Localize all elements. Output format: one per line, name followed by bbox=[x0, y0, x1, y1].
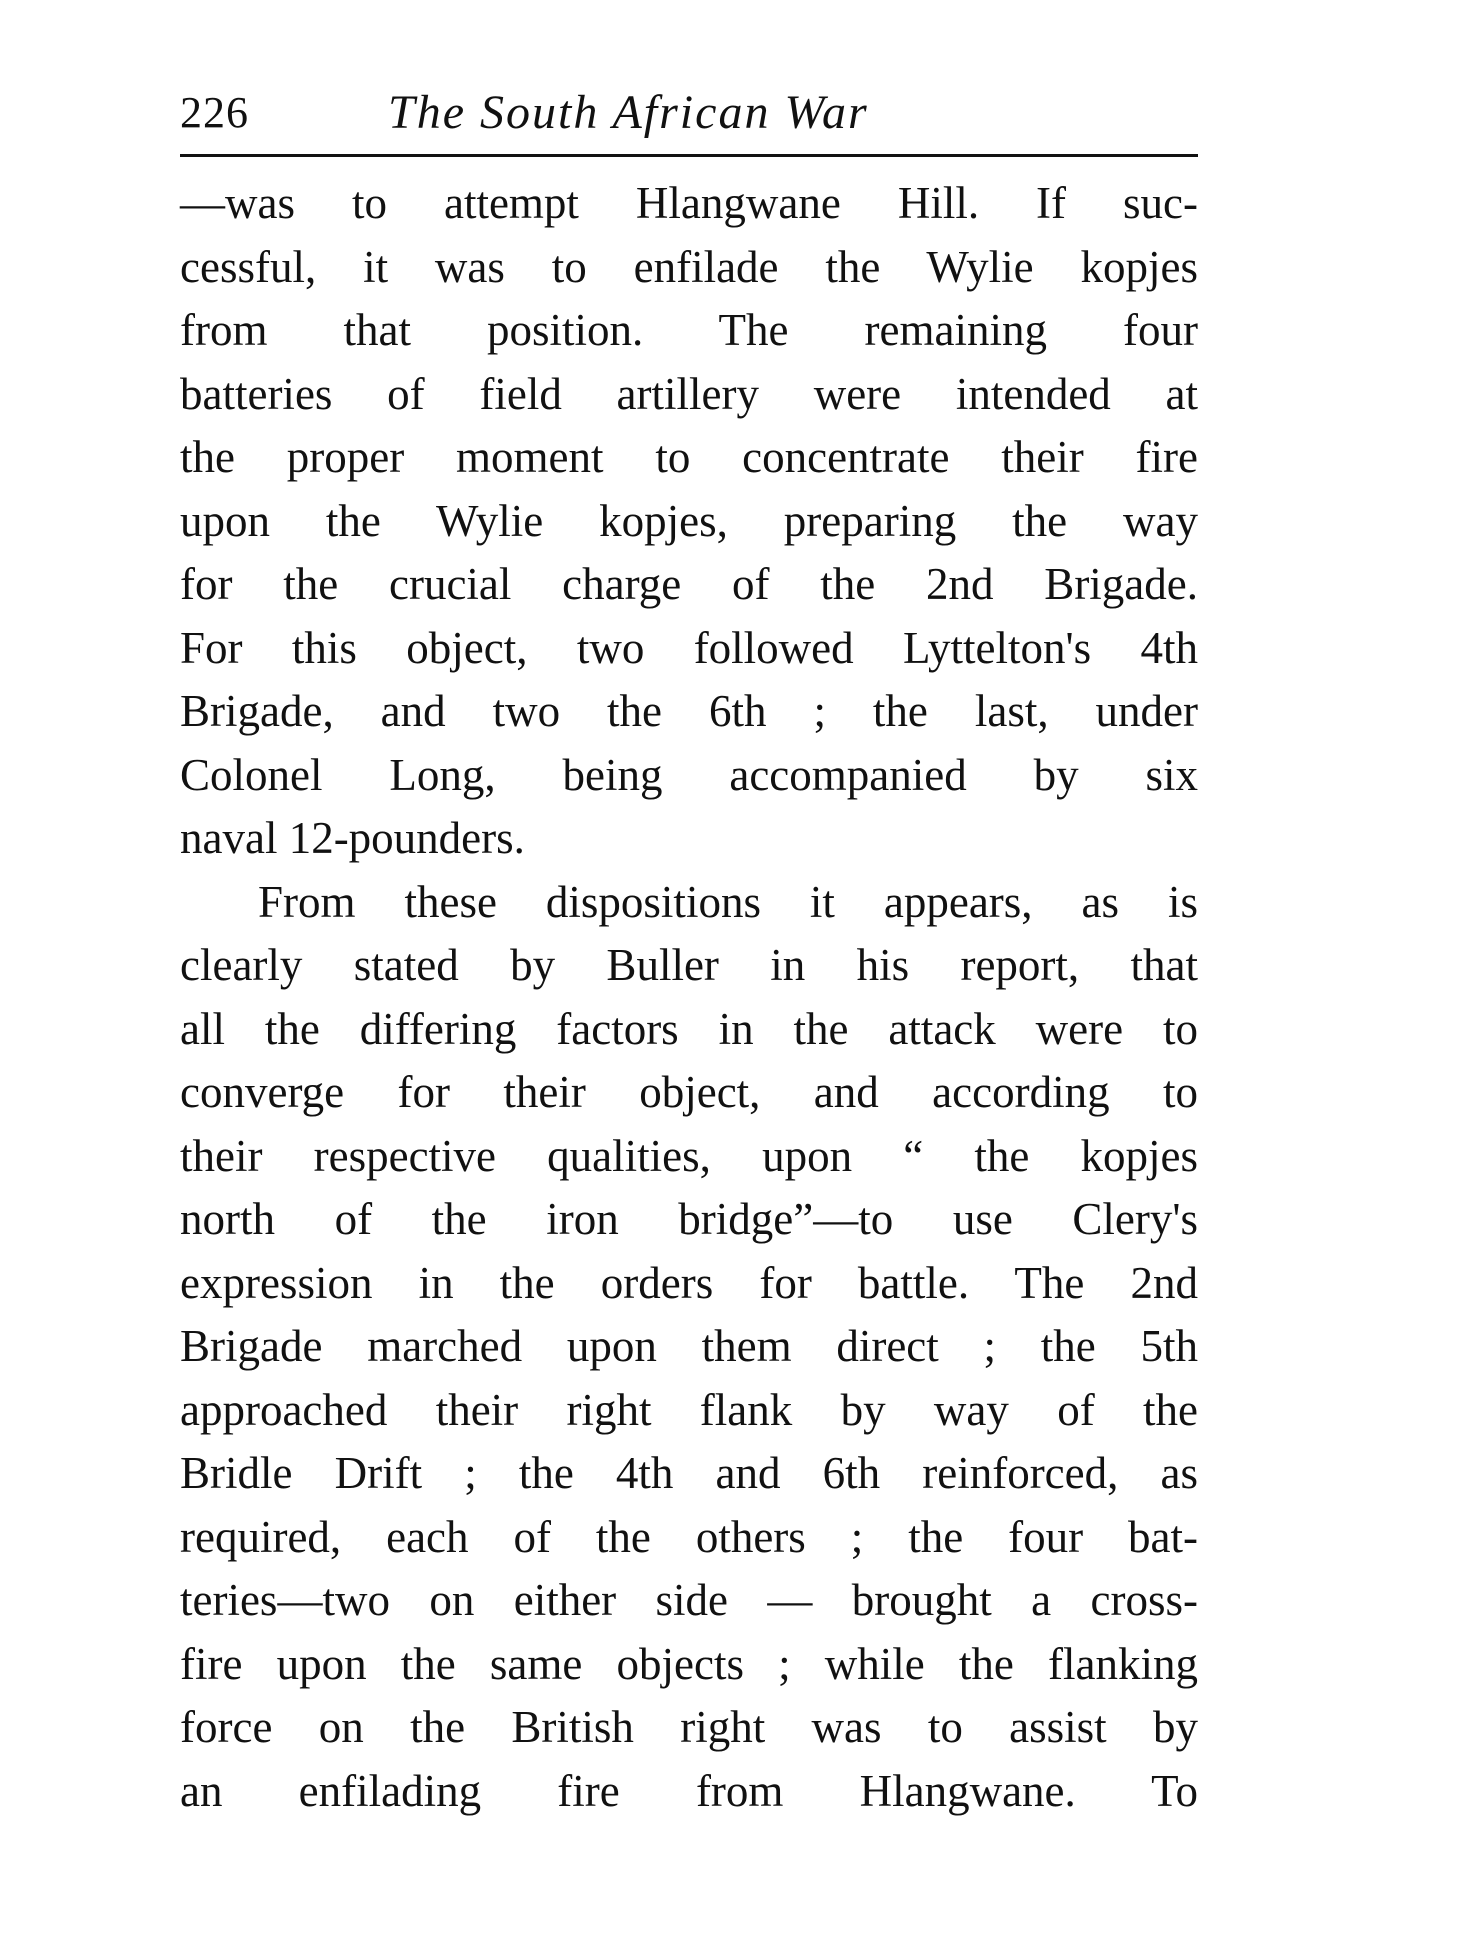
text-line: fire upon the same objects ; while the flanking bbox=[180, 1638, 1198, 1689]
text-line: the proper moment to concentrate their fire bbox=[180, 432, 1198, 482]
text-line: From these dispositions it appears, as is bbox=[258, 876, 1198, 927]
text-line: for the crucial charge of the 2nd Brigade. bbox=[180, 559, 1198, 609]
text-line: For this object, two followed Lyttelton's 4th bbox=[180, 622, 1198, 673]
text-line: cessful, it was to enfilade the Wylie kopjes bbox=[180, 241, 1198, 292]
body-text bbox=[180, 172, 1198, 1823]
text-line: approached their right flank by way of the bbox=[180, 1384, 1198, 1435]
text-line: all the differing factors in the attack were to bbox=[180, 1003, 1198, 1054]
text-line: —was to attempt Hlangwane Hill. If suc- bbox=[180, 178, 1198, 228]
text-line: their respective qualities, upon “ the kopjes bbox=[180, 1130, 1198, 1181]
text-line: naval 12-pounders. bbox=[180, 813, 525, 863]
text-line: batteries of field artillery were intended at bbox=[180, 368, 1198, 419]
header-rule bbox=[180, 154, 1198, 157]
text-line: teries—two on either side — brought a cross- bbox=[180, 1575, 1198, 1625]
running-title: The South African War bbox=[388, 86, 869, 139]
text-line: Brigade marched upon them direct ; the 5th bbox=[180, 1321, 1198, 1371]
text-line: from that position. The remaining four bbox=[180, 305, 1198, 355]
text-line: clearly stated by Buller in his report, that bbox=[180, 940, 1198, 990]
paragraph-2 bbox=[180, 871, 1198, 1824]
paragraph-1 bbox=[180, 172, 1198, 871]
text-line: expression in the orders for battle. The 2nd bbox=[180, 1257, 1198, 1308]
text-line: an enfilading fire from Hlangwane. To bbox=[180, 1765, 1198, 1816]
text-line: Colonel Long, being accompanied by six bbox=[180, 749, 1198, 800]
text-line: north of the iron bridge”—to use Clery's bbox=[180, 1194, 1198, 1244]
text-line: required, each of the others ; the four bat- bbox=[180, 1511, 1198, 1562]
text-line: force on the British right was to assist by bbox=[180, 1702, 1198, 1752]
text-line: converge for their object, and according to bbox=[180, 1067, 1198, 1117]
text-line: upon the Wylie kopjes, preparing the way bbox=[180, 495, 1198, 546]
page-number: 226 bbox=[180, 88, 249, 137]
page-header bbox=[180, 78, 1198, 148]
text-line: Bridle Drift ; the 4th and 6th reinforced, as bbox=[180, 1448, 1198, 1498]
text-line: Brigade, and two the 6th ; the last, under bbox=[180, 686, 1198, 736]
